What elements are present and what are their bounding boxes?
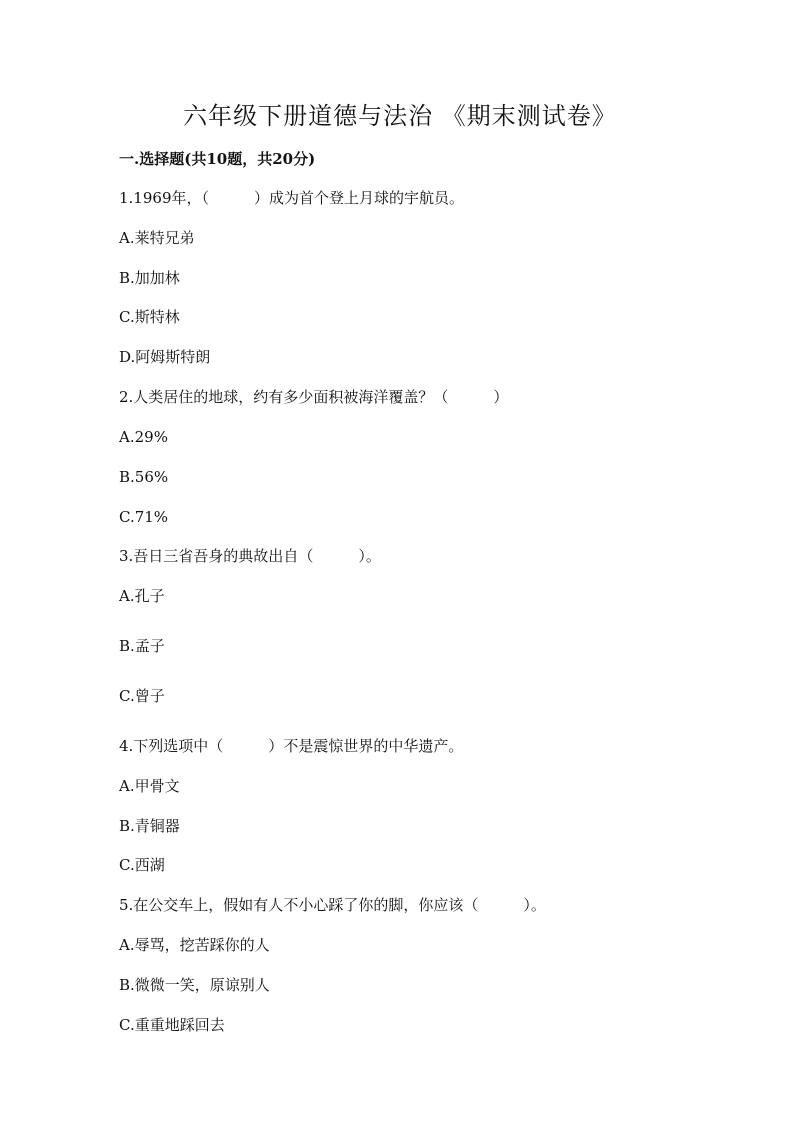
answer-option: C.曾子: [119, 687, 165, 705]
answer-option: D.阿姆斯特朗: [119, 348, 211, 366]
section-header: 一.选择题(共10题，共20分): [119, 150, 316, 168]
answer-option: B.56%: [119, 468, 169, 486]
question-stem: 2.人类居住的地球，约有多少面积被海洋覆盖？（ ）: [119, 388, 509, 406]
page-title: 六年级下册道德与法治 《期末测试卷》: [183, 102, 617, 130]
question-stem: 5.在公交车上，假如有人不小心踩了你的脚，你应该（ ）。: [119, 896, 546, 914]
question-stem: 4.下列选项中（ ）不是震惊世界的中华遗产。: [119, 737, 464, 755]
question-stem: 3.吾日三省吾身的典故出自（ ）。: [119, 547, 381, 565]
answer-option: B.加加林: [119, 269, 180, 287]
answer-option: C.西湖: [119, 856, 165, 874]
answer-option: C.斯特林: [119, 308, 180, 326]
answer-option: B.微微一笑，原谅别人: [119, 976, 270, 994]
answer-option: B.青铜器: [119, 817, 180, 835]
answer-option: B.孟子: [119, 637, 165, 655]
answer-option: A.29%: [119, 428, 168, 446]
answer-option: A.莱特兄弟: [119, 229, 195, 247]
question-stem: 1.1969年，（ ）成为首个登上月球的宇航员。: [119, 189, 464, 207]
answer-option: C.71%: [119, 508, 169, 526]
answer-option: A.辱骂，挖苦踩你的人: [119, 936, 270, 954]
answer-option: A.孔子: [119, 587, 165, 605]
answer-option: A.甲骨文: [119, 777, 180, 795]
answer-option: C.重重地踩回去: [119, 1016, 225, 1034]
